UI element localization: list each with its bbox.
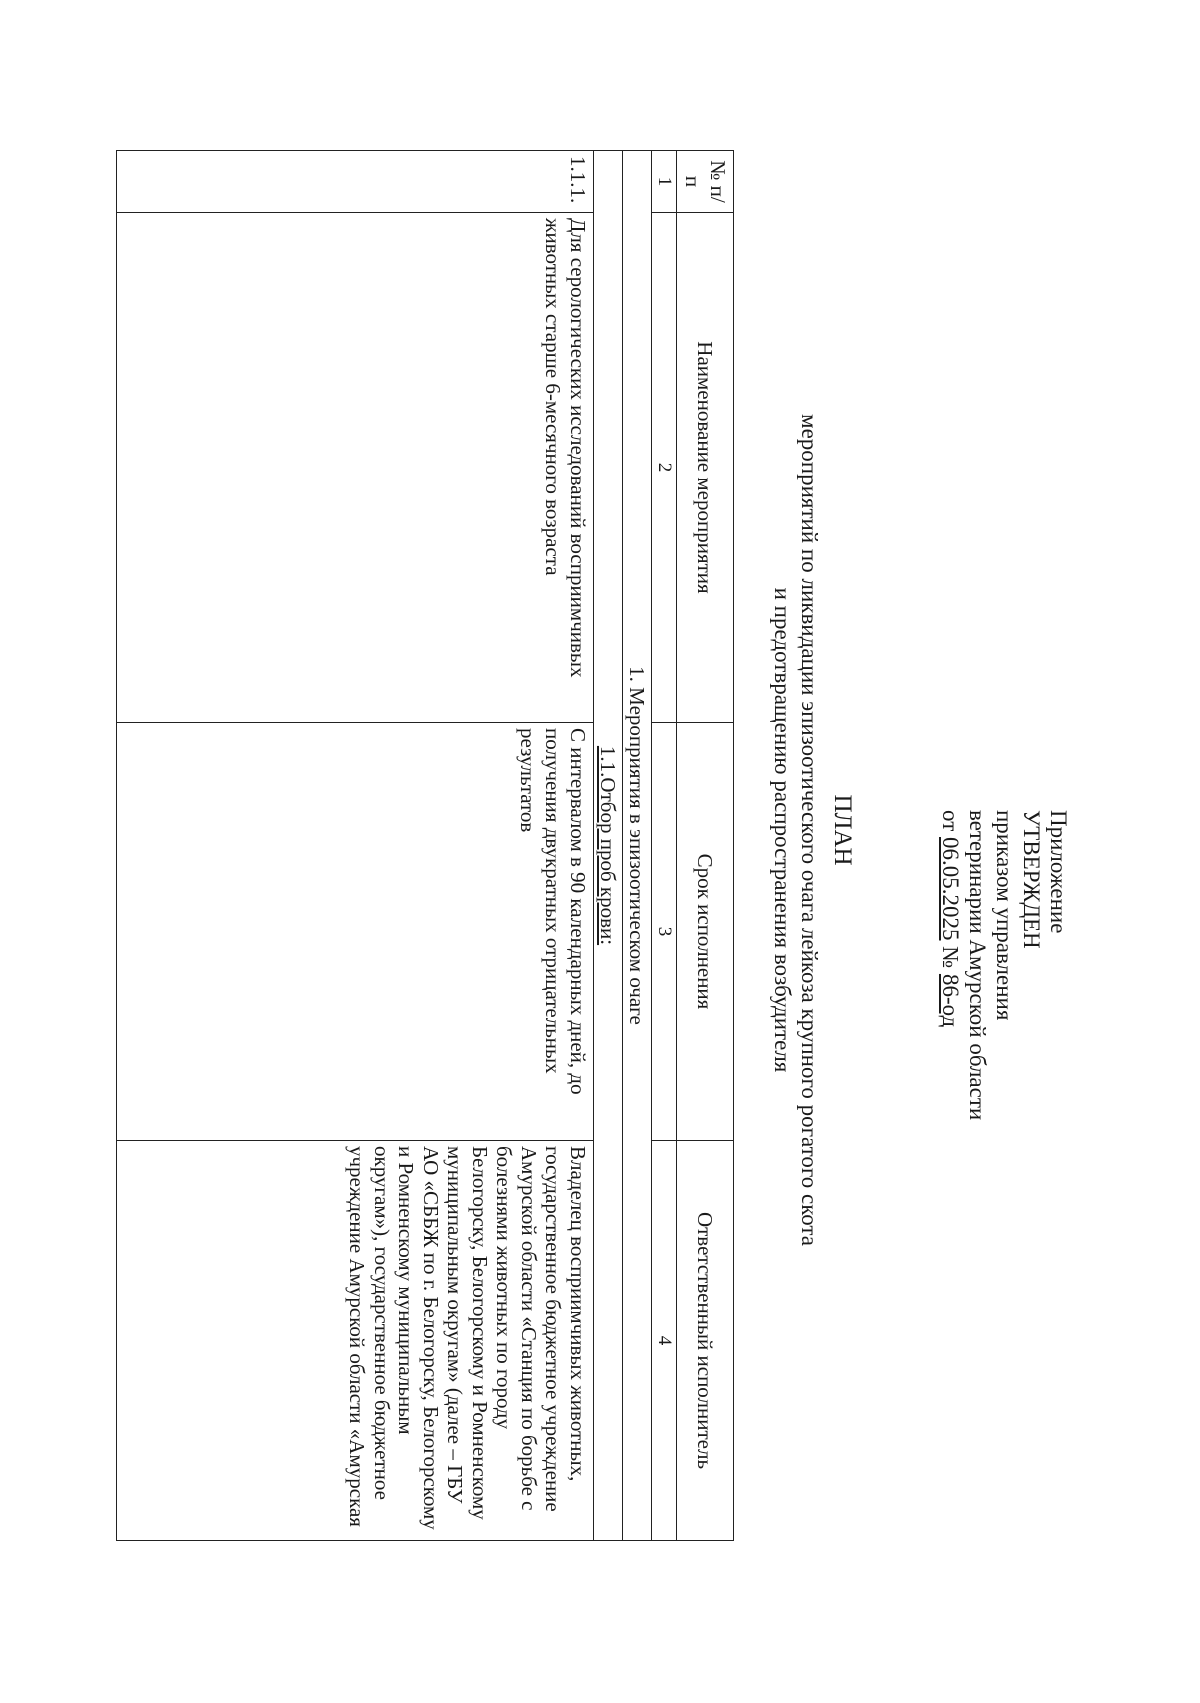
approval-order-line: приказом управления [992,810,1017,1021]
section-title: 1. Мероприятия в эпизоотическом очаге [623,151,652,1541]
approval-appendix-label: Приложение [1046,810,1071,934]
plan-heading: ПЛАН [829,794,856,866]
subsection-title [594,151,623,1541]
document-title [769,70,856,1590]
plan-subtitle-line2: и предотвращению распространения возбудителя [770,587,795,1073]
approval-block [937,810,1072,1230]
subsection-row [594,151,623,1541]
approval-number: 86-од [938,973,963,1028]
column-number: 3 [652,723,677,1141]
row-name: Для серологических исследований восприимчивых животных старше 6-месячного возраста [117,213,594,723]
approval-date: 06.05.2025 [938,837,963,941]
column-number: 1 [652,151,677,213]
subsection-title-text: 1.1.Отбор проб крови: [596,745,620,946]
plan-table [116,150,734,1541]
row-number: 1.1.1. [117,151,594,213]
header-name: Наименование мероприятия [677,213,734,723]
header-responsible: Ответственный исполнитель [677,1141,734,1541]
approval-date-line [937,810,964,1230]
approval-date-prefix: от [938,810,963,832]
header-no: № п/п [677,151,734,213]
column-number: 4 [652,1141,677,1541]
approval-number-prefix: № [938,946,963,969]
section-row [623,151,652,1541]
row-term: С интервалом в 90 календарных дней, до получения двукратных отрицательных результатов [117,723,594,1141]
header-term: Срок исполнения [677,723,734,1141]
document-page [64,70,1124,1590]
column-number-row [652,151,677,1541]
table-row [117,151,594,1541]
row-responsible: Владелец восприимчивых животных, государственное бюджетное учреждение Амурской области «Станция по борьбе с болезнями животных по городу Белогорску, Белогорскому и Ромненскому муниципальным округам» (далее – ГБУ АО «СББЖ по г. Белогорску, Белогорскому и Ромненскому муниципальным округам»), государственное бюджетное учреждение Амурской области «Амурская [117,1141,594,1541]
plan-subtitle-line1: мероприятий по ликвидации эпизоотического очага лейкоза крупного рогатого скота [797,414,822,1246]
approval-authority-line: ветеринарии Амурской области [965,810,990,1121]
column-number: 2 [652,213,677,723]
approval-approved-label: УТВЕРЖДЕН [1019,810,1044,949]
table-header-row [677,151,734,1541]
